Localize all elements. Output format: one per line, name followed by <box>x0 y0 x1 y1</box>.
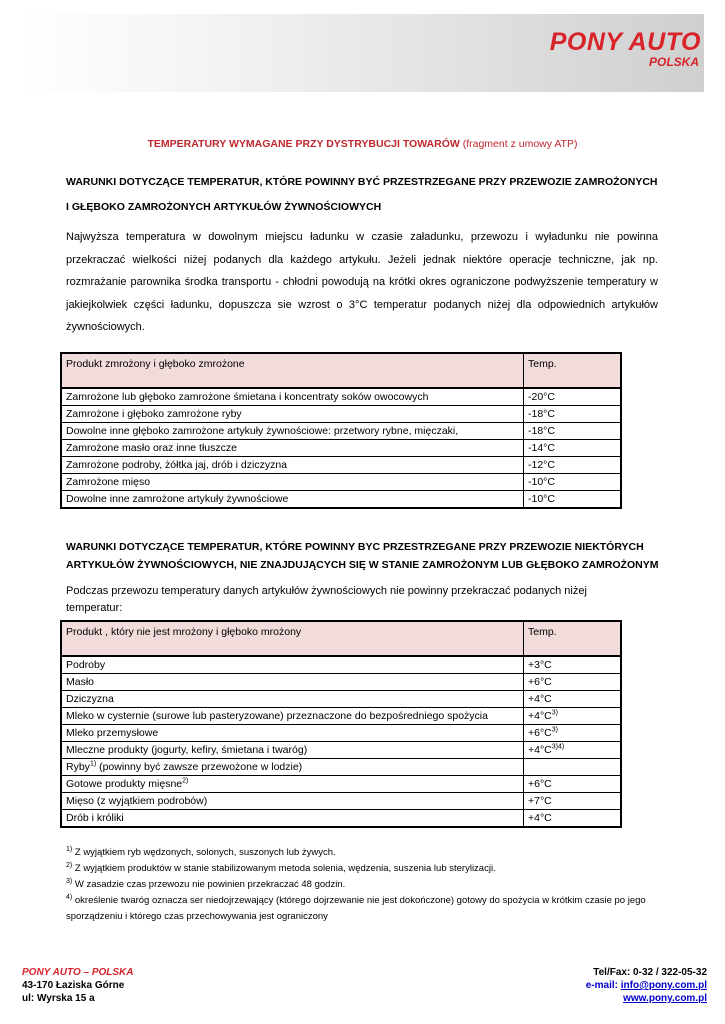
product-cell: Dowolne inne głęboko zamrożone artykuły żywnościowe: przetwory rybne, mięczaki, <box>61 423 524 440</box>
title-bold: TEMPERATURY WYMAGANE PRZY DYSTRYBUCJI TOWARÓW <box>147 138 460 150</box>
section2-heading-line1: WARUNKI DOTYCZĄCE TEMPERATUR, KTÓRE POWINNY BYC PRZESTRZEGANE PRZY PRZEWOZIE NIEKTÓRYCH <box>66 541 644 553</box>
product-cell <box>61 759 524 776</box>
product-cell: Zamrożone mięso <box>61 474 524 491</box>
table-row <box>61 674 621 691</box>
website-link[interactable]: www.pony.com.pl <box>623 993 707 1004</box>
section1-paragraph: Najwyższa temperatura w dowolnym miejscu ładunku w czasie załadunku, przewozu i wyładunku nie powinna przekraczać wielkości niżej podanych dla każdego artykułu. Jeżeli jednak niektóre operacje techniczne, jak np. rozmrażanie parownika środka transportu - chłodni powodują na krótki okres ograniczone podwyższenie temperatury w jakiejkolwiek części ładunku, dopuszcza sie wzrost o 3°C temperatur podanych niżej dla odpowiednich artykułów żywnościowych. <box>66 231 658 333</box>
product-cell <box>61 793 524 810</box>
footer-company: PONY AUTO – POLSKA <box>22 967 134 978</box>
temp-cell: -10°C <box>524 491 622 509</box>
footnote <box>66 861 666 877</box>
temp-cell <box>524 725 622 742</box>
temp-cell: -20°C <box>524 388 622 406</box>
temp-cell <box>524 708 622 725</box>
table-row <box>61 457 621 474</box>
temp-value: +6°C <box>528 727 552 739</box>
footer-address-line1: 43-170 Łaziska Górne <box>22 980 125 991</box>
email-link[interactable]: info@pony.com.pl <box>620 980 707 991</box>
section2-heading-line2: ARTYKUŁÓW ŻYWNOŚCIOWYCH, NIE ZNAJDUJĄCYCH SIĘ W STANIE ZAMROŻONYM LUB GŁĘBOKO ZAMROŻONYM <box>66 559 659 571</box>
document-title <box>0 138 725 150</box>
footnotes <box>66 845 666 925</box>
footnote-text: Z wyjątkiem ryb wędzonych, solonych, suszonych lub żywych. <box>72 847 336 858</box>
footnote-ref: 3)4) <box>551 743 565 751</box>
section2-heading <box>66 538 658 574</box>
table-row <box>61 656 621 674</box>
product-name: Podroby <box>66 659 106 671</box>
product-name: Mleko przemysłowe <box>66 727 159 739</box>
table-row <box>61 406 621 423</box>
table-row <box>61 388 621 406</box>
temp-cell: -12°C <box>524 457 622 474</box>
temp-value: +4°C <box>528 710 552 722</box>
table-row <box>61 491 621 509</box>
product-name: Masło <box>66 676 95 688</box>
logo-main-text: PONY AUTO <box>549 28 701 56</box>
logo-sub-text: POLSKA <box>648 55 699 69</box>
product-cell: Dowolne inne zamrożone artykuły żywnościowe <box>61 491 524 509</box>
product-cell <box>61 691 524 708</box>
table-row <box>61 776 621 793</box>
product-note: (powinny być zawsze przewożone w lodzie) <box>96 761 303 773</box>
table-row <box>61 793 621 810</box>
product-cell <box>61 656 524 674</box>
product-cell <box>61 742 524 759</box>
product-cell <box>61 725 524 742</box>
footnote-mark: 4) <box>66 893 73 901</box>
temp-value: +6°C <box>528 778 552 790</box>
temp-cell: -18°C <box>524 406 622 423</box>
product-cell <box>61 810 524 828</box>
footer-email-line: e-mail: info@pony.com.pl <box>585 980 707 991</box>
title-rest: (fragment z umowy ATP) <box>462 138 578 150</box>
footnote-text: określenie twaróg oznacza ser niedojrzewający (którego dojrzewanie nie jest dokończone) gotowy do spożycia w krótkim czasie po jego sporządzeniu i którego czas przechowywania jest ograniczony <box>66 895 646 922</box>
footnote <box>66 893 666 925</box>
temp-cell <box>524 742 622 759</box>
product-cell: Zamrożone podroby, żółtka jaj, drób i dziczyzna <box>61 457 524 474</box>
section1-heading <box>66 172 658 218</box>
chilled-temperatures-table <box>60 620 622 828</box>
table-row <box>61 708 621 725</box>
table-row <box>61 474 621 491</box>
footnote-ref: 2) <box>182 777 189 785</box>
product-name: Mleko w cysternie (surowe lub pasteryzowane) przeznaczone do bezpośredniego spożycia <box>66 710 488 722</box>
temp-cell <box>524 776 622 793</box>
temp-value: +7°C <box>528 795 552 807</box>
table-row <box>61 725 621 742</box>
footer-telfax: Tel/Fax: 0-32 / 322-05-32 <box>593 967 707 978</box>
company-logo <box>550 30 701 68</box>
footnote-mark: 1) <box>66 845 73 853</box>
header-temp: Temp. <box>524 621 622 656</box>
footnote <box>66 845 666 861</box>
temp-value: +4°C <box>528 744 552 756</box>
temp-cell <box>524 793 622 810</box>
table-row <box>61 759 621 776</box>
footer-address <box>22 966 134 1005</box>
footnote-mark: 2) <box>66 861 73 869</box>
temp-value: +4°C <box>528 812 552 824</box>
footnote-text: Z wyjątkiem produktów w stanie stabilizowanym metoda solenia, wędzenia, suszenia lub sterylizacji. <box>72 863 496 874</box>
table-header-row <box>61 621 621 656</box>
temp-cell: -10°C <box>524 474 622 491</box>
table-row <box>61 742 621 759</box>
table-header-row <box>61 353 621 388</box>
footnote-text: W zasadzie czas przewozu nie powinien przekraczać 48 godzin. <box>72 879 346 890</box>
footnote-ref: 3) <box>551 726 558 734</box>
temp-cell: -18°C <box>524 423 622 440</box>
product-name: Mięso (z wyjątkiem podrobów) <box>66 795 208 807</box>
footer-contact <box>586 966 707 1005</box>
product-cell <box>61 708 524 725</box>
table-row <box>61 810 621 828</box>
temp-cell <box>524 674 622 691</box>
table-row <box>61 691 621 708</box>
temp-cell <box>524 656 622 674</box>
temp-value: +6°C <box>528 676 552 688</box>
header-temp: Temp. <box>524 353 622 388</box>
product-cell <box>61 776 524 793</box>
product-name: Ryby <box>66 761 90 773</box>
footer-email-label: e-mail <box>585 980 615 991</box>
section2-paragraph: Podczas przewozu temperatury danych artykułów żywnościowych nie powinny przekraczać podanych niżej temperatur: <box>66 585 587 614</box>
temp-cell <box>524 759 622 776</box>
frozen-temperatures-table <box>60 352 622 509</box>
footnote-mark: 3) <box>66 877 73 885</box>
temp-value: +4°C <box>528 693 552 705</box>
header-product: Produkt , który nie jest mrożony i głęboko mrożony <box>61 621 524 656</box>
footnote <box>66 877 666 893</box>
temp-value: +3°C <box>528 659 552 671</box>
product-name: Dziczyzna <box>66 693 114 705</box>
table-row <box>61 440 621 457</box>
footer-address-line2: ul: Wyrska 15 a <box>22 993 95 1004</box>
table-row <box>61 423 621 440</box>
product-cell <box>61 674 524 691</box>
header-product: Produkt zmrożony i głęboko zmrożone <box>61 353 524 388</box>
temp-cell <box>524 691 622 708</box>
section1-heading-line2: I GŁĘBOKO ZAMROŻONYCH ARTYKUŁÓW ŻYWNOŚCIOWYCH <box>66 201 382 213</box>
product-cell: Zamrożone masło oraz inne tłuszcze <box>61 440 524 457</box>
footnote-ref: 3) <box>551 709 558 717</box>
product-name: Drób i króliki <box>66 812 124 824</box>
product-name: Mleczne produkty (jogurty, kefiry, śmietana i twaróg) <box>66 744 308 756</box>
product-name: Gotowe produkty mięsne <box>66 778 183 790</box>
section1-heading-line1: WARUNKI DOTYCZĄCE TEMPERATUR, KTÓRE POWINNY BYĆ PRZESTRZEGANE PRZY PRZEWOZIE ZAMROŻONYCH <box>66 176 658 188</box>
product-cell: Zamrożone i głęboko zamrożone ryby <box>61 406 524 423</box>
temp-cell <box>524 810 622 828</box>
temp-cell: -14°C <box>524 440 622 457</box>
product-cell: Zamrożone lub głęboko zamrożone śmietana i koncentraty soków owocowych <box>61 388 524 406</box>
footnote-ref: 1) <box>89 760 97 768</box>
